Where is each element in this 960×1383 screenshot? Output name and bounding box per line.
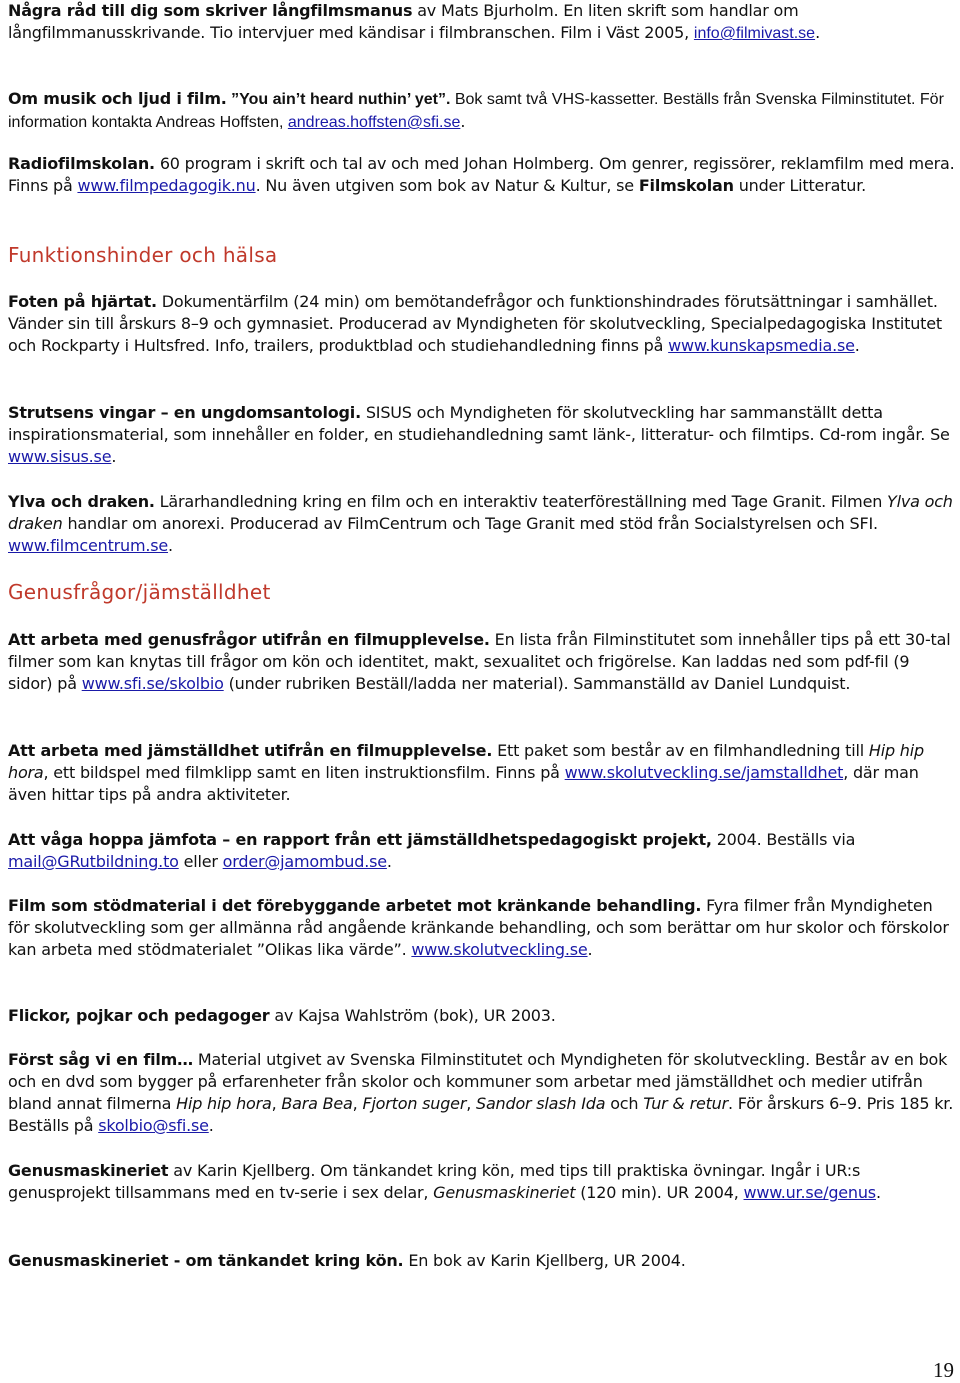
entry-text: Ett paket som består av en filmhandledning till	[492, 741, 869, 760]
entry-title: Flickor, pojkar och pedagoger	[8, 1006, 270, 1025]
page-number: 19	[933, 1358, 954, 1382]
entry-title: Om musik och ljud i film.	[8, 89, 227, 108]
entry-title: Foten på hjärtat.	[8, 292, 157, 311]
web-link[interactable]: www.sfi.se/skolbio	[81, 674, 224, 693]
entry-text: 60 program i skrift och tal av och med Johan Holmberg. Om genrer, regissörer, reklamfilm med mera. Finns på	[8, 154, 955, 195]
entry-text: Dokumentärfilm (24 min) om bemötandefrågor och funktionshindrades förutsättningar i samhället. Vänder sin till årskurs 8–9 och gymnasiet. Producerad av Myndigheten för skolutveckling, Specialpedagogiska Institutet och Rockparty i Hultsfred. Info, trailers, produktblad och studiehandledning finns på	[8, 292, 942, 355]
entry-title: Genusmaskineriet - om tänkandet kring kön.	[8, 1251, 404, 1270]
entry-text: .	[111, 447, 117, 466]
entry-text: SISUS och Myndigheten för skolutveckling har sammanställt detta inspirationsmaterial, som innehåller en folder, en studiehandledning samt länk-, litteratur- och filmtips. Cd-rom ingår. Se	[8, 403, 950, 444]
web-link[interactable]: www.skolutveckling.se	[411, 940, 588, 959]
entry-title: Att arbeta med genusfrågor utifrån en filmupplevelse.	[8, 630, 490, 649]
entry-bold-ref: Filmskolan	[638, 176, 734, 195]
entry-foten-pa-hjartat	[8, 291, 956, 357]
entry-title: Först såg vi en film…	[8, 1050, 193, 1069]
entry-text: Fyra filmer från Myndigheten för skolutveckling som ger allmänna råd angående kränkande behandling, och som berättar om hur skolor och förskolor kan arbeta med stödmaterialet ”Olikas lika värde”.	[8, 896, 949, 959]
email-link[interactable]: order@jamombud.se	[222, 852, 387, 871]
entry-text: 2004. Beställs via	[711, 830, 856, 849]
entry-italic: Bara Bea	[281, 1094, 353, 1113]
entry-text: .	[875, 1183, 881, 1202]
entry-text: under Litteratur.	[733, 176, 866, 195]
entry-title: Några råd till dig som skriver långfilmsmanus	[8, 1, 413, 20]
entry-text: . För årskurs 6–9. Pris 185 kr. Beställs på	[8, 1094, 954, 1135]
entry-italic: Hip hip hora	[176, 1094, 272, 1113]
entry-flickor-pojkar	[8, 1005, 956, 1027]
entry-text: En lista från Filminstitutet som innehåller tips på ett 30-tal filmer som kan knytas till frågor om kön och identitet, makt, sexualitet och frigörelse. Kan laddas ned som pdf-fil (9 sidor) på	[8, 630, 951, 693]
entry-italic: Genusmaskineriet	[433, 1183, 576, 1202]
email-link[interactable]: info@filmivast.se	[693, 25, 816, 42]
email-link[interactable]: mail@GRutbildning.to	[8, 852, 179, 871]
entry-genusmaskineriet-bok	[8, 1250, 956, 1272]
entry-genusfragor-filmupplevelse	[8, 629, 956, 695]
entry-text: .	[208, 1116, 214, 1135]
web-link[interactable]: www.ur.se/genus	[743, 1183, 876, 1202]
entry-title: Att våga hoppa jämfota – en rapport från ett jämställdhetspedagogiskt projekt,	[8, 830, 712, 849]
entry-text: .	[854, 336, 860, 355]
entry-text: (120 min). UR 2004,	[575, 1183, 744, 1202]
entry-text: .	[815, 23, 820, 42]
email-link[interactable]: andreas.hoffsten@sfi.se	[287, 114, 461, 131]
entry-text: , där man även hittar tips på andra aktiviteter.	[8, 763, 919, 804]
entry-title: Att arbeta med jämställdhet utifrån en filmupplevelse.	[8, 741, 493, 760]
entry-text: ,	[271, 1094, 282, 1113]
entry-title: Film som stödmaterial i det förebyggande arbetet mot kränkande behandling.	[8, 896, 702, 915]
entry-title: Genusmaskineriet	[8, 1161, 169, 1180]
entry-title: Strutsens vingar – en ungdomsantologi.	[8, 403, 361, 422]
entry-text: (under rubriken Beställ/ladda ner material). Sammanställd av Daniel Lundquist.	[223, 674, 851, 693]
entry-italic: Sandor slash Ida	[475, 1094, 606, 1113]
entry-title: Ylva och draken.	[8, 492, 155, 511]
section-heading-funktionshinder: Funktionshinder och hälsa	[8, 243, 278, 267]
web-link[interactable]: www.sisus.se	[8, 447, 112, 466]
entry-musik-ljud	[8, 88, 956, 134]
web-link[interactable]: www.kunskapsmedia.se	[668, 336, 855, 355]
web-link[interactable]: www.filmpedagogik.nu	[77, 176, 256, 195]
entry-text: eller	[178, 852, 223, 871]
entry-text: .	[386, 852, 392, 871]
entry-text: En bok av Karin Kjellberg, UR 2004.	[403, 1251, 686, 1270]
entry-text: handlar om anorexi. Producerad av FilmCentrum och Tage Granit med stöd från Socialstyrelsen och SFI.	[62, 514, 878, 533]
entry-film-som-stodmaterial	[8, 895, 956, 961]
entry-genusmaskineriet	[8, 1160, 956, 1204]
entry-text: .	[168, 536, 173, 555]
entry-text: och	[605, 1094, 644, 1113]
entry-italic: Hip hip hora	[8, 741, 924, 782]
entry-jamstalldhet-filmupplevelse	[8, 740, 956, 806]
entry-vaga-hoppa-jamfota	[8, 829, 956, 873]
entry-radiofilmskolan	[8, 153, 956, 197]
web-link[interactable]: www.skolutveckling.se/jamstalldhet	[564, 763, 844, 782]
entry-text: ,	[466, 1094, 476, 1113]
entry-text: . Nu även utgiven som bok av Natur & Kultur, se	[255, 176, 639, 195]
entry-italic: Fjorton suger	[362, 1094, 467, 1113]
entry-strutsens-vingar	[8, 402, 956, 468]
web-link[interactable]: www.filmcentrum.se	[8, 536, 169, 555]
entry-ylva-och-draken	[8, 491, 956, 557]
entry-text: .	[587, 940, 593, 959]
entry-text: ,	[352, 1094, 363, 1113]
entry-subtitle: ”You ain’t heard nuthin’ yet”.	[226, 91, 451, 108]
entry-text: av Karin Kjellberg. Om tänkandet kring kön, med tips till praktiska övningar. Ingår i UR:s genusprojekt tillsammans med en tv-serie i sex delar,	[8, 1161, 861, 1202]
entry-langfilmsmanus	[8, 0, 956, 45]
entry-text: av Mats Bjurholm. En liten skrift som handlar om långfilmmanusskrivande. Tio intervjuer med kändisar i filmbranschen. Film i Väst 2005,	[8, 1, 799, 42]
email-link[interactable]: skolbio@sfi.se	[98, 1116, 209, 1135]
entry-text: .	[460, 112, 466, 131]
entry-text: Material utgivet av Svenska Filminstitutet och Myndigheten för skolutveckling. Består av en bok och en dvd som bygger på erfarenheter från skolor och kommuner som arbetar med jämställdhet och medier utifrån bland annat filmerna	[8, 1050, 948, 1113]
entry-text: Bok samt två VHS-kassetter. Beställs från Svenska Filminstitutet. För information kontakta Andreas Hoffsten,	[8, 91, 944, 131]
entry-text: Lärarhandledning kring en film och en interaktiv teaterföreställning med Tage Granit. Filmen	[154, 492, 888, 511]
entry-text: , ett bildspel med filmklipp samt en liten instruktionsfilm. Finns på	[43, 763, 565, 782]
entry-italic: Ylva och draken	[8, 492, 953, 533]
entry-title: Radiofilmskolan.	[8, 154, 155, 173]
section-heading-genusfragor: Genusfrågor/jämställdhet	[8, 580, 271, 604]
entry-text: av Kajsa Wahlström (bok), UR 2003.	[269, 1006, 556, 1025]
entry-italic: Tur & retur	[643, 1094, 728, 1113]
entry-forst-sag-vi	[8, 1049, 956, 1137]
